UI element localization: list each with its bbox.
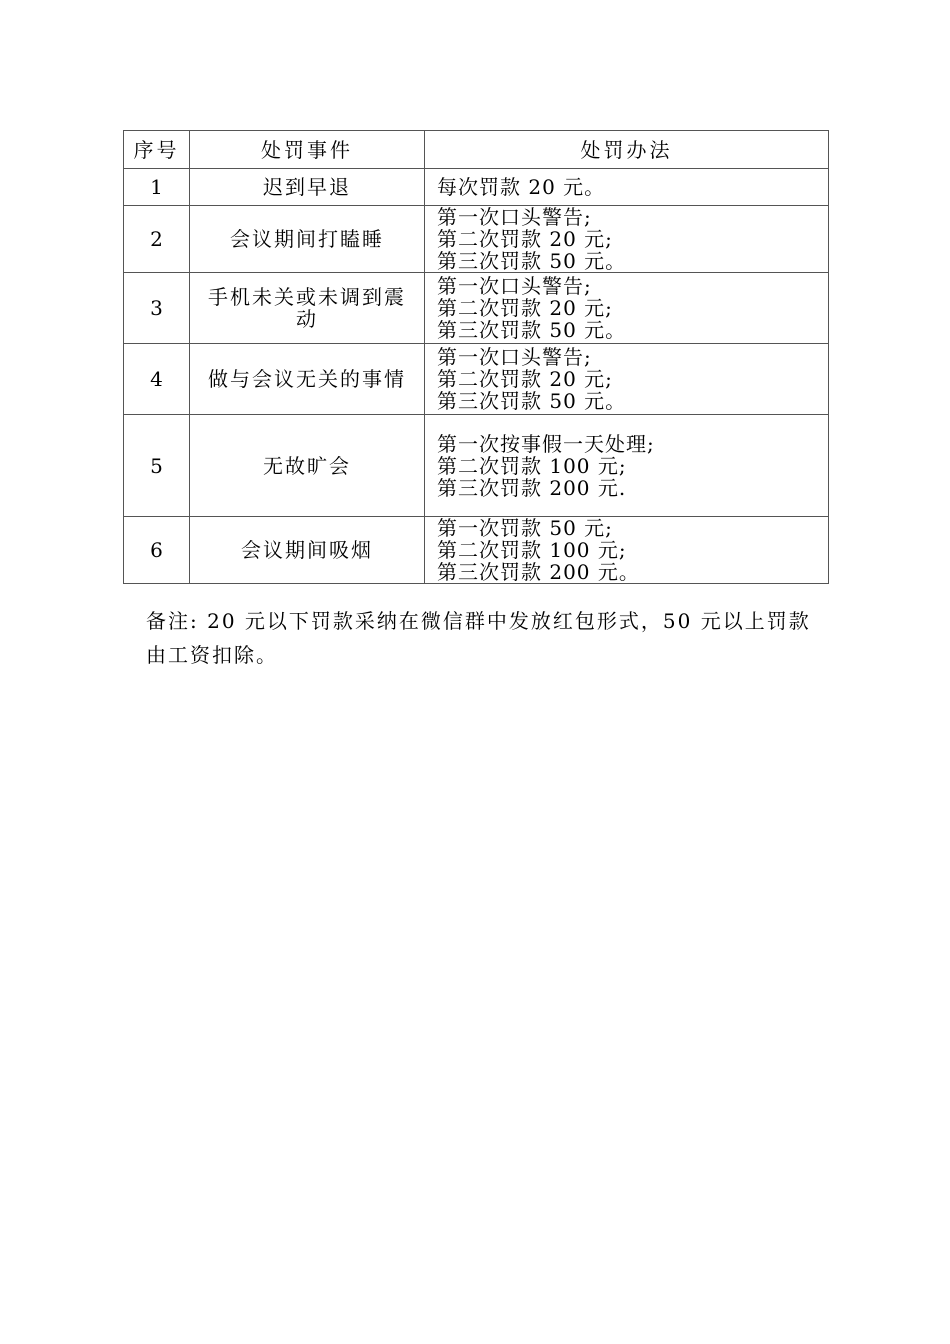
- method-line: 第一次罚款 50 元;: [437, 516, 613, 540]
- header-method: 处罚办法: [425, 131, 829, 169]
- row-method: [425, 415, 829, 517]
- method-line: 第一次按事假一天处理;: [437, 431, 655, 456]
- table-row: [124, 273, 829, 344]
- row-event: 会议期间吸烟: [190, 517, 425, 584]
- table-row: [124, 206, 829, 273]
- table-row: [124, 415, 829, 517]
- method-line: 第二次罚款 20 元;: [437, 296, 613, 320]
- table-header-row: [124, 131, 829, 169]
- method-line: 第二次罚款 100 元;: [437, 453, 627, 478]
- method-line: 第三次罚款 50 元。: [437, 249, 627, 273]
- method-line: 第三次罚款 50 元。: [437, 389, 627, 413]
- method-line: 第一次口头警告;: [437, 345, 592, 369]
- header-event: 处罚事件: [190, 131, 425, 169]
- table-row: [124, 169, 829, 206]
- row-number: 2: [124, 206, 190, 273]
- row-event: 手机未关或未调到震动: [190, 273, 425, 344]
- row-number: 5: [124, 415, 190, 517]
- row-number: 3: [124, 273, 190, 344]
- method-line: 第二次罚款 100 元;: [437, 538, 627, 562]
- method-line: 第三次罚款 50 元。: [437, 318, 627, 342]
- row-number: 4: [124, 344, 190, 415]
- row-event: 会议期间打瞌睡: [190, 206, 425, 273]
- method-line: 第三次罚款 200 元.: [437, 475, 627, 500]
- row-number: 1: [124, 169, 190, 206]
- row-event: 迟到早退: [190, 169, 425, 206]
- row-number: 6: [124, 517, 190, 584]
- method-line: 第一次口头警告;: [437, 205, 592, 229]
- method-line: 第二次罚款 20 元;: [437, 367, 613, 391]
- method-line: 第二次罚款 20 元;: [437, 227, 613, 251]
- row-event: 做与会议无关的事情: [190, 344, 425, 415]
- method-line: 第三次罚款 200 元。: [437, 560, 640, 584]
- remark-note: 备注: 20 元以下罚款采纳在微信群中发放红包形式，50 元以上罚款由工资扣除。: [146, 609, 811, 667]
- row-method: [425, 206, 829, 273]
- method-line: 第一次口头警告;: [437, 274, 592, 298]
- table-row: [124, 344, 829, 415]
- penalty-table: [123, 130, 829, 584]
- method-line: 每次罚款 20 元。: [437, 175, 606, 199]
- table-row: [124, 517, 829, 584]
- row-method: [425, 517, 829, 584]
- header-no: 序号: [124, 131, 190, 169]
- row-method: [425, 344, 829, 415]
- row-method: [425, 169, 829, 206]
- row-method: [425, 273, 829, 344]
- row-event: 无故旷会: [190, 415, 425, 517]
